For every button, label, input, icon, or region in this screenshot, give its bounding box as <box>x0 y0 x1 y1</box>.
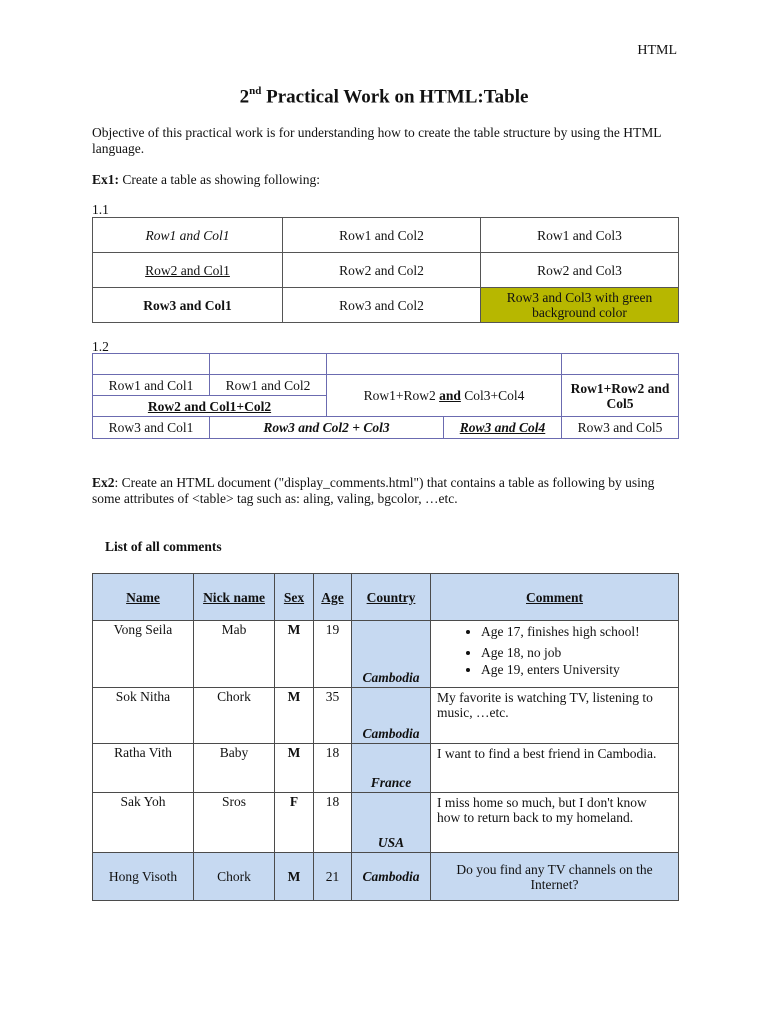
table-row <box>93 288 679 323</box>
merged-text-and: and <box>439 388 461 403</box>
table-cell: Row1 and Col1 <box>93 218 283 253</box>
comment-cell <box>431 621 679 688</box>
nick-cell: Chork <box>194 688 275 744</box>
comment-cell: I want to find a best friend in Cambodia. <box>431 744 679 793</box>
merged-text-a: Row1+Row2 <box>363 388 440 403</box>
title-number: 2 <box>239 86 250 108</box>
table-row <box>93 218 679 253</box>
table-1-2 <box>92 353 679 439</box>
table-row <box>93 621 679 688</box>
list-item: • Age 18, no job <box>481 644 672 661</box>
green-background-cell: Row3 and Col3 with green background color <box>481 288 679 323</box>
comment-cell: Do you find any TV channels on the Internet? <box>431 853 679 901</box>
sex-cell: M <box>275 744 314 793</box>
table-cell-merged <box>327 375 562 417</box>
country-cell: France <box>352 744 431 793</box>
list-item: • Age 17, finishes high school! <box>481 623 672 640</box>
age-cell: 21 <box>314 853 352 901</box>
table-cell-merged: Row1+Row2 and Col5 <box>562 375 679 417</box>
objective-paragraph: Objective of this practical work is for understanding how to create the table structure by using the HTML language. <box>92 125 661 156</box>
comment-cell: I miss home so much, but I don't know how to return back to my homeland. <box>431 793 679 853</box>
sex-cell: M <box>275 853 314 901</box>
name-cell: Sak Yoh <box>93 793 194 853</box>
age-cell: 35 <box>314 688 352 744</box>
table-row <box>93 793 679 853</box>
table-cell: Row3 and Col1 <box>93 288 283 323</box>
nick-cell: Sros <box>194 793 275 853</box>
table-cell-merged: Row3 and Col2 + Col3 <box>210 417 444 439</box>
table-1-1 <box>92 217 679 323</box>
table-row <box>93 744 679 793</box>
ex1-label: Ex1: <box>92 172 119 187</box>
table-cell-empty <box>327 354 562 375</box>
name-cell: Vong Seila <box>93 621 194 688</box>
comment-cell: My favorite is watching TV, listening to music, …etc. <box>431 688 679 744</box>
column-header: Country <box>352 574 431 621</box>
table-cell: Row2 and Col2 <box>283 253 481 288</box>
table-cell: Row1 and Col2 <box>210 375 327 396</box>
table-row <box>93 253 679 288</box>
country-cell: Cambodia <box>352 853 431 901</box>
header-label: HTML <box>637 43 677 58</box>
table-cell: Row3 and Col4 <box>444 417 562 439</box>
ex2-instruction <box>92 475 678 507</box>
table-cell: Row2 and Col3 <box>481 253 679 288</box>
nick-cell: Mab <box>194 621 275 688</box>
nick-cell: Baby <box>194 744 275 793</box>
sex-cell: M <box>275 621 314 688</box>
table-cell: Row1 and Col1 <box>93 375 210 396</box>
sex-cell: M <box>275 688 314 744</box>
country-cell: Cambodia <box>352 621 431 688</box>
table-row <box>93 688 679 744</box>
table-row-empty <box>93 354 679 375</box>
name-cell: Ratha Vith <box>93 744 194 793</box>
section-1-2-label: 1.2 <box>92 339 109 354</box>
table-cell: Row1 and Col3 <box>481 218 679 253</box>
table-cell: Row1 and Col2 <box>283 218 481 253</box>
title-text: Practical Work on HTML:Table <box>261 86 529 108</box>
name-cell: Sok Nitha <box>93 688 194 744</box>
ex1-instruction <box>92 172 678 188</box>
column-header: Comment <box>431 574 679 621</box>
list-item: • Age 19, enters University <box>481 661 672 678</box>
ex2-text: : Create an HTML document ("display_comments.html") that contains a table as following by using some attributes of <table> tag such as: aling, valing, bgcolor, …etc. <box>92 475 655 506</box>
age-cell: 18 <box>314 744 352 793</box>
country-cell: Cambodia <box>352 688 431 744</box>
ex2-label: Ex2 <box>92 475 115 490</box>
column-header: Age <box>314 574 352 621</box>
column-header: Name <box>93 574 194 621</box>
page-title <box>0 86 768 108</box>
name-cell: Hong Visoth <box>93 853 194 901</box>
table-row-highlighted <box>93 853 679 901</box>
ex1-text: Create a table as showing following: <box>119 172 320 187</box>
section-1-1-label: 1.1 <box>92 202 109 217</box>
nick-cell: Chork <box>194 853 275 901</box>
table-cell-empty <box>562 354 679 375</box>
sex-cell: F <box>275 793 314 853</box>
comment-bullet-list <box>437 623 672 678</box>
table-cell-empty <box>210 354 327 375</box>
table-cell-merged: Row2 and Col1+Col2 <box>93 396 327 417</box>
table-cell: Row3 and Col5 <box>562 417 679 439</box>
country-cell: USA <box>352 793 431 853</box>
table-header-row <box>93 574 679 621</box>
table-cell-empty <box>93 354 210 375</box>
age-cell: 18 <box>314 793 352 853</box>
merged-text-b: Col3+Col4 <box>460 388 525 403</box>
table-row <box>93 375 679 396</box>
comments-table <box>92 573 679 901</box>
table-cell: Row2 and Col1 <box>93 253 283 288</box>
age-cell: 19 <box>314 621 352 688</box>
column-header: Nick name <box>194 574 275 621</box>
table-cell: Row3 and Col1 <box>93 417 210 439</box>
title-superscript: nd <box>249 85 262 97</box>
column-header: Sex <box>275 574 314 621</box>
comments-list-title: List of all comments <box>105 539 222 554</box>
table-row <box>93 417 679 439</box>
table-cell: Row3 and Col2 <box>283 288 481 323</box>
